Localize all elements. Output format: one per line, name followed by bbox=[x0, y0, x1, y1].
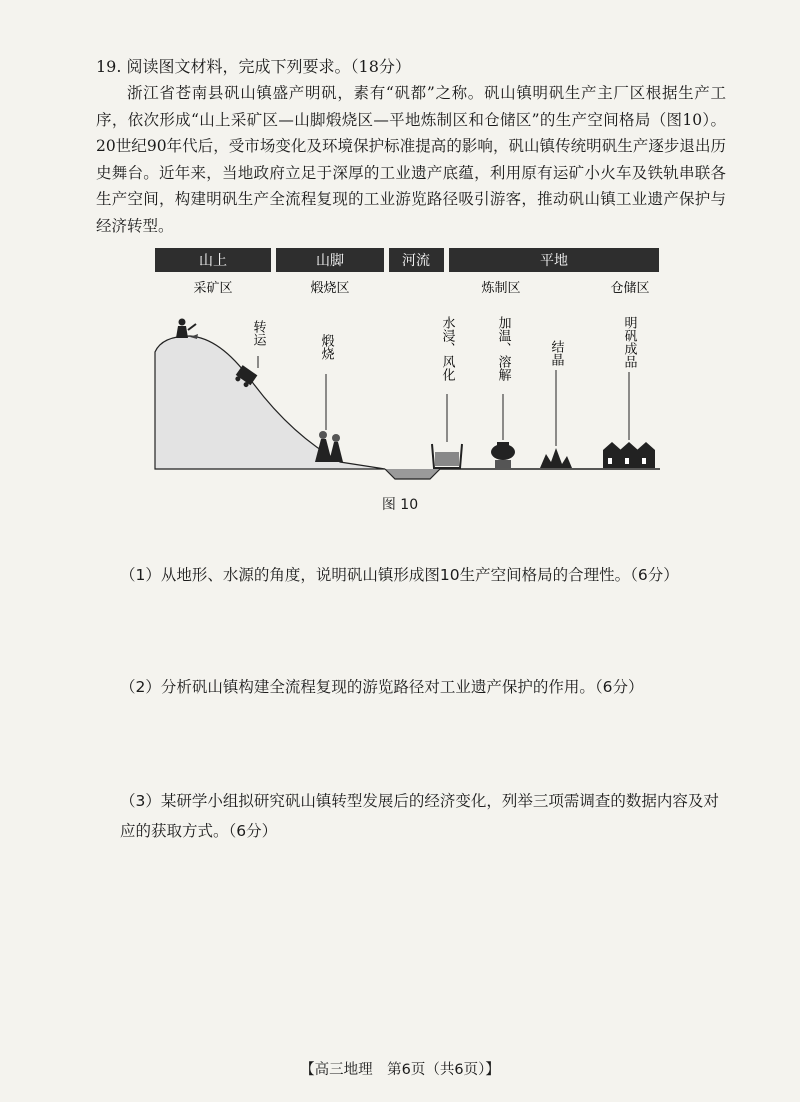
hill-slope bbox=[155, 336, 385, 469]
band-label-foothill: 山脚 bbox=[316, 253, 344, 269]
zone-calcining: 煅烧区 bbox=[310, 281, 350, 296]
band-label-plain: 平地 bbox=[540, 253, 568, 269]
step-product: 明矾成品 bbox=[621, 316, 637, 368]
soak-tank-icon bbox=[432, 444, 462, 468]
subquestion-1: （1）从地形、水源的角度，说明矾山镇形成图10生产空间格局的合理性。（6分） bbox=[120, 566, 679, 584]
warehouse-icon bbox=[603, 442, 655, 468]
zone-refining: 炼制区 bbox=[481, 281, 521, 296]
band-label-mountain: 山上 bbox=[199, 253, 227, 269]
zone-mining: 采矿区 bbox=[193, 281, 233, 296]
figure-caption: 图 10 bbox=[381, 497, 419, 513]
step-heat: 加温、溶解 bbox=[495, 316, 511, 381]
band-label-river: 河流 bbox=[402, 253, 430, 269]
miner-icon bbox=[176, 319, 198, 340]
subquestion-2: （2）分析矾山镇构建全流程复现的游览路径对工业遗产保护的作用。（6分） bbox=[120, 678, 644, 696]
step-crystallize: 结晶 bbox=[548, 340, 564, 366]
production-layout-diagram bbox=[150, 244, 670, 484]
step-calcine: 煅烧 bbox=[318, 334, 334, 360]
material-paragraph bbox=[96, 80, 726, 239]
crystal-icon bbox=[540, 448, 572, 468]
material-text: 浙江省苍南县矾山镇盛产明矾，素有“矾都”之称。矾山镇明矾生产主厂区根据生产工序，依次形成“山上采矿区—山脚煅烧区—平地炼制区和仓储区”的生产空间格局（图10）。20世纪90年代后，受市场变化及环境保护标准提高的影响，矾山镇传统明矾生产逐步退出历史舞台。近年来，当地政府立足于深厚的工业遗产底蕴，利用原有运矿小火车及铁轨串联各生产空间，构建明矾生产全流程复现的工业游览路径吸引游客，推动矾山镇工业遗产保护与经济转型。 bbox=[96, 84, 726, 235]
zone-storage: 仓储区 bbox=[610, 281, 650, 296]
subquestion-3: （3）某研学小组拟研究矾山镇转型发展后的经济变化，列举三项需调查的数据内容及对应的获取方式。（6分） bbox=[120, 792, 719, 840]
page-footer: 【高三地理 第6页（共6页）】 bbox=[300, 1062, 500, 1078]
step-soak: 水浸、风化 bbox=[439, 316, 455, 381]
kiln-icon bbox=[315, 431, 343, 462]
question-header: 19. 阅读图文材料，完成下列要求。（18分） bbox=[96, 57, 411, 76]
heating-pot-icon bbox=[491, 442, 515, 468]
step-transfer: 转运 bbox=[250, 320, 266, 346]
river-channel bbox=[385, 469, 440, 479]
